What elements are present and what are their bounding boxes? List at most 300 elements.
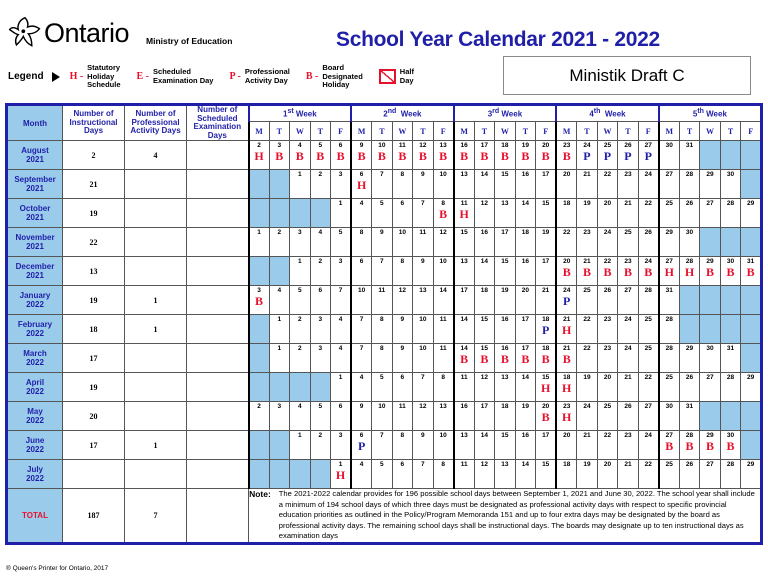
calendar-cell-day[interactable] xyxy=(372,460,393,489)
calendar-cell-day[interactable] xyxy=(331,257,352,286)
calendar-cell-day[interactable] xyxy=(454,344,475,373)
calendar-cell-day[interactable] xyxy=(454,431,475,460)
calendar-cell-day[interactable] xyxy=(495,431,516,460)
calendar-cell-day[interactable] xyxy=(474,141,495,170)
calendar-cell-day[interactable] xyxy=(597,344,618,373)
calendar-cell-day[interactable] xyxy=(720,199,741,228)
calendar-cell-day[interactable] xyxy=(372,199,393,228)
calendar-cell-day[interactable] xyxy=(433,257,454,286)
calendar-cell-day[interactable] xyxy=(515,228,536,257)
calendar-cell-day[interactable] xyxy=(536,460,557,489)
calendar-cell-day[interactable] xyxy=(597,257,618,286)
calendar-cell-day[interactable] xyxy=(495,257,516,286)
calendar-cell-day[interactable] xyxy=(536,286,557,315)
calendar-cell-day[interactable] xyxy=(392,170,413,199)
calendar-cell-day[interactable] xyxy=(372,228,393,257)
calendar-cell-day[interactable] xyxy=(556,315,577,344)
calendar-cell-day[interactable] xyxy=(577,402,598,431)
calendar-cell-empty[interactable] xyxy=(249,344,270,373)
calendar-cell-day[interactable] xyxy=(536,373,557,402)
calendar-cell-day[interactable] xyxy=(454,228,475,257)
calendar-cell-day[interactable] xyxy=(433,373,454,402)
calendar-cell-day[interactable] xyxy=(372,431,393,460)
calendar-cell-day[interactable] xyxy=(310,402,331,431)
calendar-cell-day[interactable] xyxy=(679,431,700,460)
calendar-cell-day[interactable] xyxy=(700,344,721,373)
calendar-cell-day[interactable] xyxy=(290,170,311,199)
calendar-cell-day[interactable] xyxy=(249,228,270,257)
calendar-cell-day[interactable] xyxy=(249,286,270,315)
calendar-cell-day[interactable] xyxy=(331,344,352,373)
calendar-cell-day[interactable] xyxy=(659,170,680,199)
calendar-cell-day[interactable] xyxy=(495,170,516,199)
calendar-cell-day[interactable] xyxy=(577,373,598,402)
calendar-cell-day[interactable] xyxy=(331,373,352,402)
calendar-cell-day[interactable] xyxy=(331,315,352,344)
calendar-cell-day[interactable] xyxy=(577,460,598,489)
calendar-cell-day[interactable] xyxy=(372,402,393,431)
calendar-cell-day[interactable] xyxy=(495,373,516,402)
calendar-cell-day[interactable] xyxy=(290,286,311,315)
calendar-cell-day[interactable] xyxy=(597,373,618,402)
calendar-cell-day[interactable] xyxy=(720,170,741,199)
calendar-cell-day[interactable] xyxy=(413,286,434,315)
calendar-cell-day[interactable] xyxy=(474,315,495,344)
calendar-cell-day[interactable] xyxy=(392,199,413,228)
calendar-cell-empty[interactable] xyxy=(249,431,270,460)
calendar-cell-empty[interactable] xyxy=(290,373,311,402)
calendar-cell-day[interactable] xyxy=(310,170,331,199)
calendar-cell-day[interactable] xyxy=(290,402,311,431)
calendar-cell-day[interactable] xyxy=(351,228,372,257)
calendar-cell-empty[interactable] xyxy=(741,402,762,431)
calendar-cell-day[interactable] xyxy=(577,315,598,344)
calendar-cell-day[interactable] xyxy=(638,373,659,402)
calendar-cell-day[interactable] xyxy=(433,315,454,344)
calendar-cell-day[interactable] xyxy=(679,141,700,170)
calendar-cell-day[interactable] xyxy=(392,373,413,402)
calendar-cell-empty[interactable] xyxy=(269,170,290,199)
calendar-cell-day[interactable] xyxy=(351,431,372,460)
calendar-cell-day[interactable] xyxy=(536,402,557,431)
calendar-cell-day[interactable] xyxy=(659,141,680,170)
calendar-cell-day[interactable] xyxy=(433,286,454,315)
calendar-cell-day[interactable] xyxy=(741,199,762,228)
calendar-cell-empty[interactable] xyxy=(700,402,721,431)
calendar-cell-empty[interactable] xyxy=(720,286,741,315)
calendar-cell-day[interactable] xyxy=(413,402,434,431)
calendar-cell-day[interactable] xyxy=(351,257,372,286)
calendar-cell-day[interactable] xyxy=(638,199,659,228)
calendar-cell-day[interactable] xyxy=(536,170,557,199)
calendar-cell-day[interactable] xyxy=(515,431,536,460)
calendar-cell-day[interactable] xyxy=(310,141,331,170)
calendar-cell-day[interactable] xyxy=(433,402,454,431)
calendar-cell-day[interactable] xyxy=(433,431,454,460)
calendar-cell-empty[interactable] xyxy=(720,402,741,431)
calendar-cell-day[interactable] xyxy=(413,228,434,257)
calendar-cell-day[interactable] xyxy=(331,170,352,199)
calendar-cell-day[interactable] xyxy=(597,460,618,489)
calendar-cell-day[interactable] xyxy=(269,344,290,373)
calendar-cell-day[interactable] xyxy=(679,228,700,257)
calendar-cell-day[interactable] xyxy=(392,402,413,431)
calendar-cell-day[interactable] xyxy=(577,170,598,199)
calendar-cell-empty[interactable] xyxy=(249,257,270,286)
calendar-cell-day[interactable] xyxy=(556,344,577,373)
calendar-cell-empty[interactable] xyxy=(249,199,270,228)
calendar-cell-day[interactable] xyxy=(249,141,270,170)
calendar-cell-day[interactable] xyxy=(638,431,659,460)
calendar-cell-day[interactable] xyxy=(638,402,659,431)
calendar-cell-day[interactable] xyxy=(290,228,311,257)
calendar-cell-day[interactable] xyxy=(536,228,557,257)
calendar-cell-empty[interactable] xyxy=(290,199,311,228)
calendar-cell-day[interactable] xyxy=(331,286,352,315)
calendar-cell-day[interactable] xyxy=(700,373,721,402)
calendar-cell-day[interactable] xyxy=(618,228,639,257)
calendar-cell-day[interactable] xyxy=(618,257,639,286)
calendar-cell-empty[interactable] xyxy=(249,460,270,489)
draft-name-box[interactable] xyxy=(503,56,751,95)
calendar-cell-day[interactable] xyxy=(556,431,577,460)
calendar-cell-day[interactable] xyxy=(556,228,577,257)
calendar-cell-day[interactable] xyxy=(495,344,516,373)
calendar-cell-day[interactable] xyxy=(577,141,598,170)
calendar-cell-day[interactable] xyxy=(659,199,680,228)
calendar-cell-empty[interactable] xyxy=(249,170,270,199)
calendar-cell-day[interactable] xyxy=(618,373,639,402)
calendar-cell-day[interactable] xyxy=(331,402,352,431)
calendar-cell-empty[interactable] xyxy=(720,228,741,257)
calendar-cell-day[interactable] xyxy=(618,141,639,170)
calendar-cell-day[interactable] xyxy=(454,199,475,228)
calendar-cell-day[interactable] xyxy=(392,286,413,315)
calendar-cell-day[interactable] xyxy=(331,228,352,257)
calendar-cell-day[interactable] xyxy=(577,286,598,315)
calendar-cell-day[interactable] xyxy=(290,257,311,286)
calendar-cell-day[interactable] xyxy=(351,286,372,315)
calendar-cell-day[interactable] xyxy=(618,431,639,460)
calendar-cell-day[interactable] xyxy=(372,141,393,170)
calendar-cell-day[interactable] xyxy=(556,286,577,315)
calendar-cell-empty[interactable] xyxy=(720,315,741,344)
calendar-cell-empty[interactable] xyxy=(700,141,721,170)
calendar-cell-day[interactable] xyxy=(679,460,700,489)
calendar-cell-day[interactable] xyxy=(372,170,393,199)
calendar-cell-day[interactable] xyxy=(659,228,680,257)
calendar-cell-day[interactable] xyxy=(536,344,557,373)
calendar-cell-empty[interactable] xyxy=(741,170,762,199)
calendar-cell-day[interactable] xyxy=(474,402,495,431)
calendar-cell-day[interactable] xyxy=(515,170,536,199)
calendar-cell-day[interactable] xyxy=(556,199,577,228)
calendar-cell-empty[interactable] xyxy=(310,460,331,489)
calendar-cell-empty[interactable] xyxy=(700,286,721,315)
calendar-cell-day[interactable] xyxy=(413,373,434,402)
calendar-cell-day[interactable] xyxy=(351,402,372,431)
calendar-cell-day[interactable] xyxy=(741,460,762,489)
calendar-cell-day[interactable] xyxy=(495,199,516,228)
calendar-cell-day[interactable] xyxy=(638,141,659,170)
calendar-cell-day[interactable] xyxy=(515,141,536,170)
calendar-cell-day[interactable] xyxy=(659,286,680,315)
calendar-cell-day[interactable] xyxy=(331,199,352,228)
calendar-cell-day[interactable] xyxy=(351,315,372,344)
calendar-cell-day[interactable] xyxy=(720,257,741,286)
calendar-cell-day[interactable] xyxy=(351,170,372,199)
calendar-cell-day[interactable] xyxy=(495,228,516,257)
calendar-cell-day[interactable] xyxy=(659,431,680,460)
calendar-cell-day[interactable] xyxy=(618,286,639,315)
calendar-cell-day[interactable] xyxy=(679,402,700,431)
calendar-cell-day[interactable] xyxy=(515,344,536,373)
calendar-cell-day[interactable] xyxy=(351,460,372,489)
calendar-cell-day[interactable] xyxy=(413,315,434,344)
calendar-cell-day[interactable] xyxy=(392,315,413,344)
calendar-cell-day[interactable] xyxy=(618,315,639,344)
calendar-cell-day[interactable] xyxy=(597,228,618,257)
calendar-cell-day[interactable] xyxy=(679,373,700,402)
calendar-cell-day[interactable] xyxy=(392,431,413,460)
calendar-cell-day[interactable] xyxy=(597,286,618,315)
calendar-cell-day[interactable] xyxy=(597,170,618,199)
calendar-cell-day[interactable] xyxy=(536,431,557,460)
calendar-cell-day[interactable] xyxy=(556,402,577,431)
calendar-cell-day[interactable] xyxy=(597,402,618,431)
calendar-cell-day[interactable] xyxy=(310,431,331,460)
calendar-cell-day[interactable] xyxy=(392,141,413,170)
calendar-cell-empty[interactable] xyxy=(720,141,741,170)
calendar-cell-day[interactable] xyxy=(310,228,331,257)
calendar-cell-day[interactable] xyxy=(638,344,659,373)
calendar-cell-empty[interactable] xyxy=(269,431,290,460)
calendar-cell-empty[interactable] xyxy=(310,373,331,402)
calendar-cell-day[interactable] xyxy=(618,344,639,373)
calendar-cell-day[interactable] xyxy=(433,141,454,170)
calendar-cell-day[interactable] xyxy=(454,286,475,315)
calendar-cell-day[interactable] xyxy=(474,460,495,489)
calendar-cell-day[interactable] xyxy=(392,344,413,373)
calendar-cell-day[interactable] xyxy=(454,315,475,344)
calendar-cell-day[interactable] xyxy=(700,170,721,199)
calendar-cell-day[interactable] xyxy=(720,431,741,460)
calendar-cell-empty[interactable] xyxy=(249,373,270,402)
calendar-cell-empty[interactable] xyxy=(249,315,270,344)
calendar-cell-day[interactable] xyxy=(454,141,475,170)
calendar-cell-day[interactable] xyxy=(249,402,270,431)
calendar-cell-day[interactable] xyxy=(700,431,721,460)
calendar-cell-empty[interactable] xyxy=(679,286,700,315)
calendar-cell-day[interactable] xyxy=(290,315,311,344)
calendar-cell-empty[interactable] xyxy=(290,460,311,489)
calendar-cell-day[interactable] xyxy=(556,257,577,286)
calendar-cell-day[interactable] xyxy=(556,170,577,199)
calendar-cell-day[interactable] xyxy=(474,228,495,257)
calendar-cell-day[interactable] xyxy=(474,257,495,286)
calendar-cell-day[interactable] xyxy=(597,431,618,460)
calendar-cell-day[interactable] xyxy=(413,170,434,199)
calendar-cell-day[interactable] xyxy=(474,170,495,199)
calendar-cell-day[interactable] xyxy=(597,315,618,344)
calendar-cell-day[interactable] xyxy=(659,460,680,489)
calendar-cell-day[interactable] xyxy=(474,199,495,228)
calendar-cell-day[interactable] xyxy=(597,199,618,228)
calendar-cell-day[interactable] xyxy=(413,257,434,286)
calendar-cell-day[interactable] xyxy=(351,373,372,402)
calendar-cell-day[interactable] xyxy=(331,431,352,460)
calendar-cell-day[interactable] xyxy=(577,199,598,228)
calendar-cell-empty[interactable] xyxy=(741,344,762,373)
calendar-cell-day[interactable] xyxy=(659,257,680,286)
calendar-cell-day[interactable] xyxy=(495,460,516,489)
calendar-cell-day[interactable] xyxy=(290,141,311,170)
calendar-cell-day[interactable] xyxy=(720,460,741,489)
calendar-cell-day[interactable] xyxy=(679,170,700,199)
calendar-cell-day[interactable] xyxy=(495,402,516,431)
calendar-cell-day[interactable] xyxy=(556,460,577,489)
calendar-cell-day[interactable] xyxy=(392,257,413,286)
calendar-cell-empty[interactable] xyxy=(700,228,721,257)
calendar-cell-day[interactable] xyxy=(433,344,454,373)
calendar-cell-day[interactable] xyxy=(618,170,639,199)
calendar-cell-day[interactable] xyxy=(638,257,659,286)
calendar-cell-day[interactable] xyxy=(515,199,536,228)
calendar-cell-day[interactable] xyxy=(741,373,762,402)
calendar-cell-day[interactable] xyxy=(700,460,721,489)
calendar-cell-empty[interactable] xyxy=(741,228,762,257)
calendar-cell-day[interactable] xyxy=(413,344,434,373)
calendar-cell-day[interactable] xyxy=(638,228,659,257)
calendar-cell-day[interactable] xyxy=(638,315,659,344)
calendar-cell-empty[interactable] xyxy=(741,286,762,315)
calendar-cell-day[interactable] xyxy=(474,431,495,460)
calendar-cell-day[interactable] xyxy=(515,315,536,344)
calendar-cell-day[interactable] xyxy=(433,170,454,199)
calendar-cell-empty[interactable] xyxy=(269,199,290,228)
calendar-cell-day[interactable] xyxy=(413,141,434,170)
calendar-cell-day[interactable] xyxy=(269,402,290,431)
calendar-cell-day[interactable] xyxy=(679,199,700,228)
calendar-cell-day[interactable] xyxy=(659,402,680,431)
calendar-cell-day[interactable] xyxy=(454,402,475,431)
calendar-cell-empty[interactable] xyxy=(741,431,762,460)
calendar-cell-day[interactable] xyxy=(372,286,393,315)
calendar-cell-day[interactable] xyxy=(351,344,372,373)
calendar-cell-day[interactable] xyxy=(392,460,413,489)
calendar-cell-day[interactable] xyxy=(679,257,700,286)
calendar-cell-day[interactable] xyxy=(310,286,331,315)
calendar-cell-day[interactable] xyxy=(515,402,536,431)
calendar-cell-day[interactable] xyxy=(515,257,536,286)
calendar-cell-day[interactable] xyxy=(515,460,536,489)
calendar-cell-empty[interactable] xyxy=(269,460,290,489)
calendar-cell-day[interactable] xyxy=(269,228,290,257)
calendar-cell-day[interactable] xyxy=(536,141,557,170)
calendar-cell-day[interactable] xyxy=(372,257,393,286)
calendar-cell-empty[interactable] xyxy=(741,315,762,344)
calendar-cell-empty[interactable] xyxy=(679,315,700,344)
calendar-cell-day[interactable] xyxy=(536,315,557,344)
calendar-cell-day[interactable] xyxy=(577,257,598,286)
calendar-cell-day[interactable] xyxy=(454,460,475,489)
calendar-cell-day[interactable] xyxy=(454,170,475,199)
calendar-cell-day[interactable] xyxy=(413,431,434,460)
calendar-cell-day[interactable] xyxy=(474,373,495,402)
calendar-cell-day[interactable] xyxy=(331,460,352,489)
calendar-cell-day[interactable] xyxy=(577,228,598,257)
calendar-cell-day[interactable] xyxy=(290,344,311,373)
calendar-cell-day[interactable] xyxy=(638,286,659,315)
calendar-cell-day[interactable] xyxy=(474,286,495,315)
calendar-cell-empty[interactable] xyxy=(269,257,290,286)
calendar-cell-day[interactable] xyxy=(351,141,372,170)
calendar-cell-day[interactable] xyxy=(659,315,680,344)
calendar-cell-empty[interactable] xyxy=(310,199,331,228)
calendar-cell-day[interactable] xyxy=(659,344,680,373)
calendar-cell-day[interactable] xyxy=(413,199,434,228)
calendar-cell-empty[interactable] xyxy=(700,315,721,344)
calendar-cell-day[interactable] xyxy=(433,228,454,257)
calendar-cell-day[interactable] xyxy=(454,373,475,402)
calendar-cell-day[interactable] xyxy=(556,373,577,402)
calendar-cell-day[interactable] xyxy=(618,199,639,228)
calendar-cell-day[interactable] xyxy=(536,199,557,228)
calendar-cell-day[interactable] xyxy=(310,257,331,286)
calendar-cell-day[interactable] xyxy=(577,431,598,460)
calendar-cell-day[interactable] xyxy=(474,344,495,373)
calendar-cell-day[interactable] xyxy=(269,315,290,344)
calendar-cell-day[interactable] xyxy=(413,460,434,489)
calendar-cell-day[interactable] xyxy=(741,257,762,286)
calendar-cell-day[interactable] xyxy=(495,141,516,170)
calendar-cell-day[interactable] xyxy=(495,286,516,315)
calendar-cell-day[interactable] xyxy=(495,315,516,344)
calendar-cell-day[interactable] xyxy=(597,141,618,170)
calendar-cell-day[interactable] xyxy=(700,257,721,286)
calendar-cell-day[interactable] xyxy=(454,257,475,286)
calendar-cell-day[interactable] xyxy=(700,199,721,228)
calendar-cell-day[interactable] xyxy=(310,344,331,373)
calendar-cell-day[interactable] xyxy=(515,373,536,402)
calendar-cell-day[interactable] xyxy=(290,431,311,460)
calendar-cell-day[interactable] xyxy=(720,373,741,402)
calendar-cell-day[interactable] xyxy=(618,460,639,489)
calendar-cell-day[interactable] xyxy=(372,344,393,373)
calendar-cell-day[interactable] xyxy=(536,257,557,286)
calendar-cell-day[interactable] xyxy=(638,460,659,489)
calendar-cell-day[interactable] xyxy=(310,315,331,344)
calendar-cell-day[interactable] xyxy=(433,460,454,489)
calendar-cell-day[interactable] xyxy=(618,402,639,431)
calendar-cell-day[interactable] xyxy=(372,373,393,402)
calendar-cell-day[interactable] xyxy=(331,141,352,170)
calendar-cell-day[interactable] xyxy=(577,344,598,373)
calendar-cell-day[interactable] xyxy=(433,199,454,228)
calendar-cell-empty[interactable] xyxy=(269,373,290,402)
calendar-cell-day[interactable] xyxy=(679,344,700,373)
calendar-cell-day[interactable] xyxy=(351,199,372,228)
calendar-cell-day[interactable] xyxy=(269,141,290,170)
calendar-cell-day[interactable] xyxy=(556,141,577,170)
calendar-cell-day[interactable] xyxy=(392,228,413,257)
calendar-cell-day[interactable] xyxy=(638,170,659,199)
calendar-cell-empty[interactable] xyxy=(741,141,762,170)
calendar-cell-day[interactable] xyxy=(269,286,290,315)
calendar-cell-day[interactable] xyxy=(720,344,741,373)
calendar-cell-day[interactable] xyxy=(659,373,680,402)
calendar-cell-day[interactable] xyxy=(372,315,393,344)
